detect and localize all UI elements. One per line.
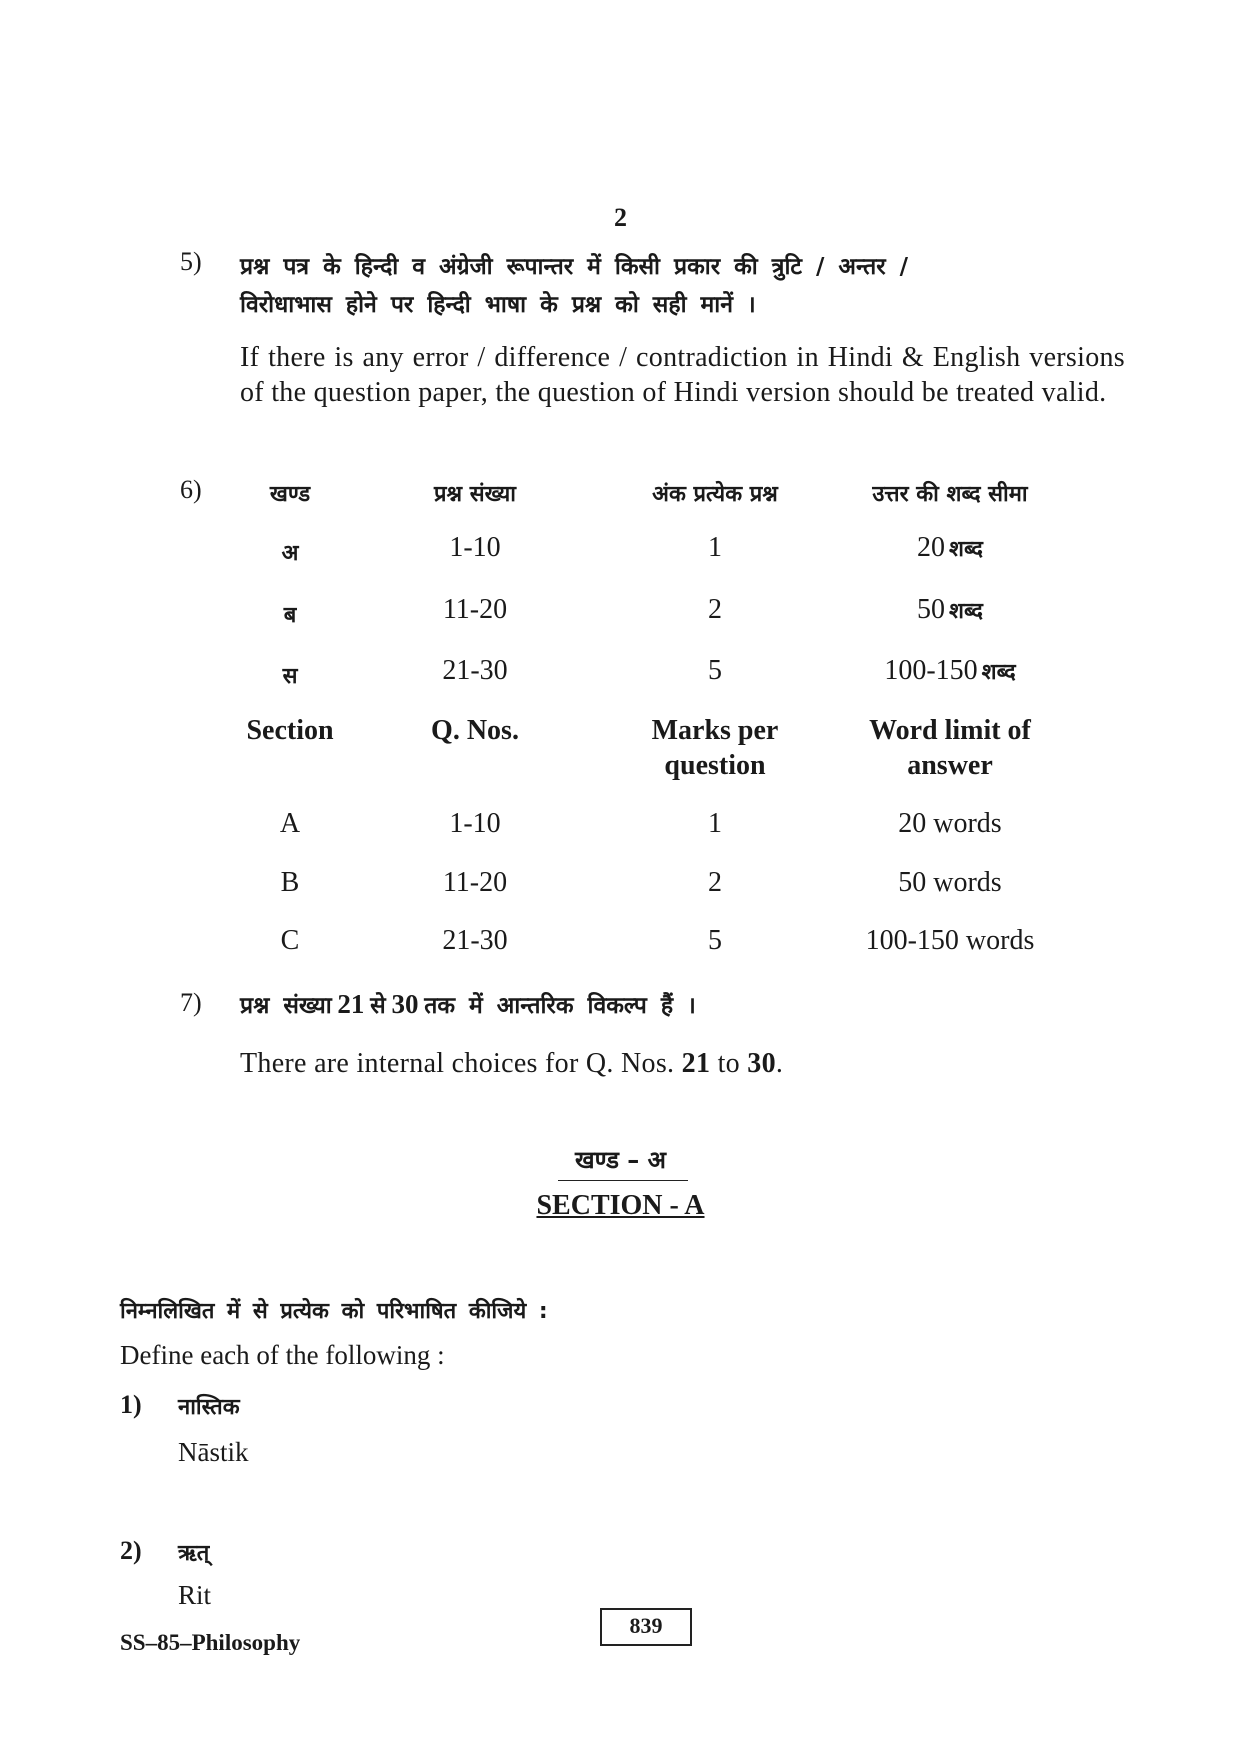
item-7-hindi-part3: तक में आन्तरिक विकल्प हैं । [424, 993, 696, 1019]
hindi-row1-wordlimit [830, 532, 1070, 564]
question-2-english: Rit [178, 1580, 212, 1610]
question-1-hindi: नास्तिक [178, 1395, 240, 1420]
hindi-header-section: खण्ड [269, 482, 311, 507]
item-7-hindi-num1: 21 [337, 989, 365, 1019]
hindi-row3-qnos: 21-30 [442, 655, 508, 686]
hindi-row2-wordlimit [830, 594, 1070, 626]
define-instruction-hindi: निम्नलिखित में से प्रत्येक को परिभाषित कीजिये : [120, 1299, 548, 1324]
hindi-row2-marks: 2 [708, 594, 722, 625]
english-row3-marks: 5 [708, 925, 722, 956]
question-2-hindi: ऋत् [178, 1541, 210, 1566]
item-7-hindi-num2: 30 [391, 989, 419, 1019]
hindi-row2-qnos: 11-20 [442, 594, 508, 625]
item-5-hindi-line1: प्रश्न पत्र के हिन्दी व अंग्रेजी रूपान्तर में किसी प्रकार की त्रुटि / अन्तर / [240, 254, 909, 280]
hindi-header-wordlimit: उत्तर की शब्द सीमा [872, 482, 1028, 507]
hindi-row1-section: अ [281, 541, 299, 566]
define-instruction-english: Define each of the following : [120, 1340, 445, 1370]
english-row3-qnos: 21-30 [442, 925, 508, 956]
item-5-number: 5) [180, 247, 202, 276]
hindi-row1-wordlimit-num: 20 [917, 532, 946, 563]
item-7-number: 7) [180, 988, 202, 1017]
hindi-row3-wordlimit-num: 100-150 [884, 655, 978, 686]
hindi-row1-qnos: 1-10 [449, 532, 501, 563]
english-row2-wordlimit: 50 words [898, 867, 1002, 898]
english-row1-marks: 1 [708, 808, 722, 839]
hindi-row2-wordlimit-num: 50 [917, 594, 946, 625]
question-1-english: Nāstik [178, 1437, 249, 1467]
english-header-marks: Marks per question [651, 715, 779, 781]
english-row3-wordlimit: 100-150 words [865, 925, 1035, 956]
item-7-english-part1: There are internal choices for Q. Nos. [240, 1048, 675, 1079]
item-7-hindi [240, 988, 696, 1020]
english-row1-wordlimit: 20 words [898, 808, 1002, 839]
item-7-hindi-part1: प्रश्न संख्या [240, 993, 332, 1019]
english-header-section: Section [246, 715, 334, 746]
item-7-english-period: . [775, 1048, 784, 1079]
english-row1-qnos: 1-10 [449, 808, 501, 839]
hindi-header-marks: अंक प्रत्येक प्रश्न [652, 482, 778, 507]
english-header-wordlimit: Word limit of answer [869, 715, 1031, 781]
section-title-english: SECTION - A [536, 1190, 705, 1221]
english-row2-qnos: 11-20 [442, 867, 508, 898]
hindi-row3-wordlimit-unit: शब्द [981, 660, 1016, 685]
hindi-row2-section: ब [283, 603, 297, 628]
hindi-header-qnos: प्रश्न संख्या [434, 482, 516, 507]
item-7-english-num2: 30 [747, 1048, 776, 1079]
hindi-row2-wordlimit-unit: शब्द [949, 599, 983, 624]
hindi-row1-marks: 1 [708, 532, 722, 563]
item-5-hindi-line2: विरोधाभास होने पर हिन्दी भाषा के प्रश्न को सही मानें । [240, 292, 756, 318]
item-6-number: 6) [180, 475, 202, 504]
english-header-qnos: Q. Nos. [431, 715, 519, 746]
item-5-english: If there is any error / difference / contradiction in Hindi & English versions of the question paper, the question of Hindi version should be treated valid. [240, 342, 1125, 408]
hindi-row3-marks: 5 [708, 655, 722, 686]
item-7-english-part2: to [717, 1048, 740, 1079]
item-7-hindi-part2: से [370, 993, 386, 1019]
english-row2-marks: 2 [708, 867, 722, 898]
footer-page-box: 839 [600, 1608, 692, 1646]
question-1-number: 1) [120, 1390, 142, 1419]
english-row1-section: A [279, 808, 301, 839]
hindi-row1-wordlimit-unit: शब्द [949, 537, 983, 562]
item-7-english [240, 1048, 783, 1080]
hindi-row3-section: स [282, 664, 298, 689]
section-title-hindi-underline [558, 1180, 688, 1181]
english-row3-section: C [280, 925, 300, 956]
section-title-hindi: खण्ड – अ [575, 1146, 666, 1174]
item-7-english-num1: 21 [681, 1048, 711, 1079]
question-2-number: 2) [120, 1536, 142, 1565]
english-row2-section: B [280, 867, 300, 898]
hindi-row3-wordlimit [830, 655, 1070, 687]
page-number: 2 [614, 203, 627, 232]
footer-paper-code: SS–85–Philosophy [120, 1630, 301, 1655]
